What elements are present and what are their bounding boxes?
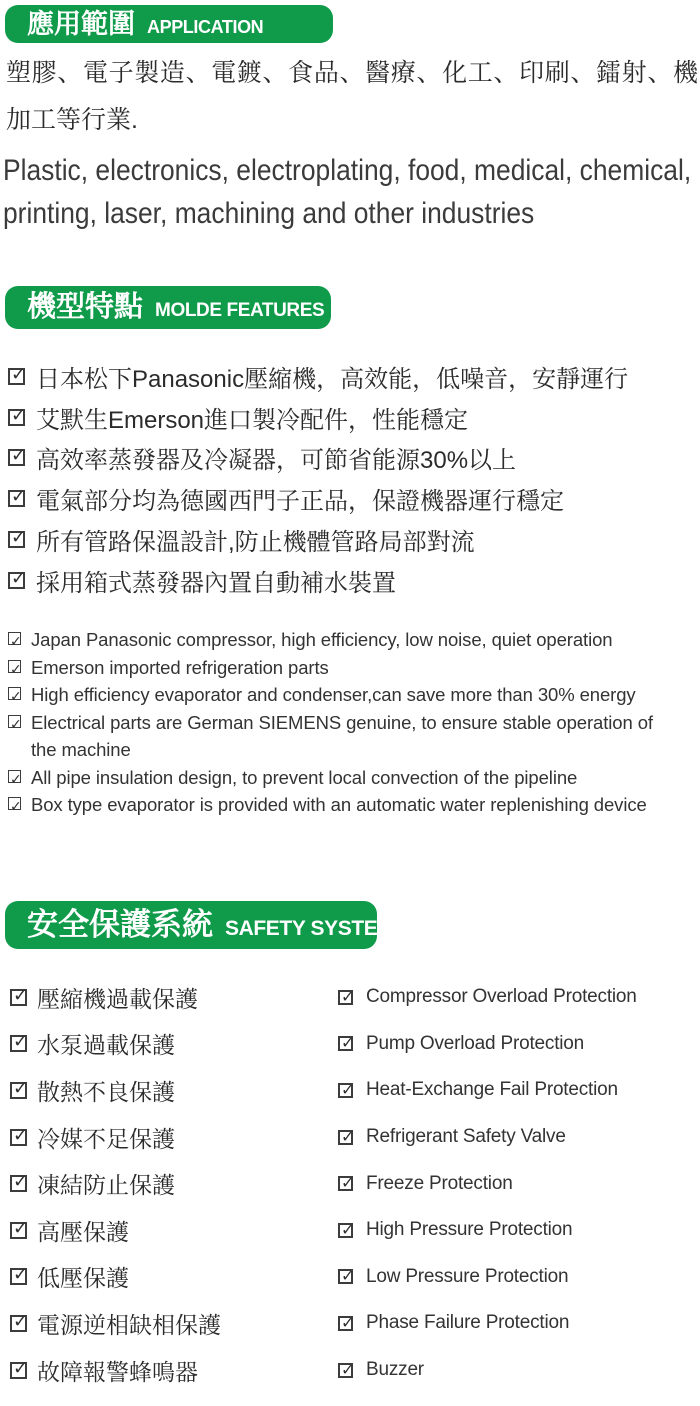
safety-label-zh: 故障報警蜂鳴器	[37, 1358, 198, 1385]
checkbox-checked-icon	[10, 1175, 27, 1192]
feature-label-en: Emerson imported refrigeration parts	[31, 656, 329, 678]
feature-label-zh: 採用箱式蒸發器內置自動補水裝置	[36, 569, 396, 597]
safety-label-zh: 冷媒不足保護	[37, 1125, 175, 1152]
safety-cell-en	[338, 1173, 698, 1195]
table-row	[10, 1347, 698, 1394]
safety-cell-en	[338, 986, 698, 1008]
table-row	[10, 1160, 698, 1207]
feature-label-zh: 電氣部分均為德國西門子正品，保證機器運行穩定	[36, 488, 564, 516]
checkbox-checked-icon	[8, 368, 25, 385]
safety-cell-zh	[10, 1307, 338, 1340]
safety-label-en: Low Pressure Protection	[366, 1265, 569, 1287]
list-item	[8, 519, 698, 560]
checkbox-checked-icon	[8, 715, 21, 728]
table-row	[10, 1207, 698, 1254]
list-item	[8, 560, 698, 601]
list-item	[8, 791, 698, 819]
checkbox-checked-icon	[10, 1035, 27, 1052]
safety-cell-en	[338, 1359, 698, 1381]
feature-label-en: All pipe insulation design, to prevent local convection of the pipeline	[31, 766, 578, 788]
section-header-application	[5, 5, 333, 43]
safety-cell-en	[338, 1219, 698, 1241]
safety-label-en: Pump Overload Protection	[366, 1032, 585, 1054]
safety-label-zh: 水泵過載保護	[37, 1032, 175, 1059]
checkbox-checked-icon	[8, 490, 25, 507]
checkbox-checked-icon	[8, 797, 21, 810]
checkbox-checked-icon	[8, 632, 21, 645]
section-header-features	[5, 286, 331, 329]
safety-label-en: Heat-Exchange Fail Protection	[366, 1079, 618, 1101]
table-row	[10, 1254, 698, 1301]
safety-cell-en	[338, 1079, 698, 1101]
checkbox-checked-icon	[338, 1363, 353, 1378]
safety-label-zh: 散熱不良保護	[37, 1078, 175, 1105]
application-text-zh: 塑膠、電子製造、電鍍、食品、醫療、化工、印刷、鐳射、機加工等行業.	[6, 59, 698, 134]
feature-label-zh: 艾默生Emerson進口製冷配件，性能穩定	[36, 406, 469, 434]
safety-cell-zh	[10, 1354, 338, 1387]
feature-label-zh: 高效率蒸發器及冷凝器，可節省能源30%以上	[36, 447, 517, 475]
checkbox-checked-icon	[8, 687, 21, 700]
checkbox-checked-icon	[10, 1315, 27, 1332]
safety-cell-zh	[10, 1214, 338, 1247]
safety-label-en: High Pressure Protection	[366, 1219, 573, 1241]
checkbox-checked-icon	[10, 1222, 27, 1239]
feature-label-en: Japan Panasonic compressor, high efficiency, low noise, quiet operation	[31, 629, 613, 650]
table-row	[10, 1114, 698, 1161]
feature-label-en: Electrical parts are German SIEMENS genuine, to ensure stable operation of the machine	[31, 711, 653, 760]
list-item	[8, 709, 698, 764]
safety-label-en: Phase Failure Protection	[366, 1312, 570, 1334]
table-row	[10, 1067, 698, 1114]
section-title-en: MOLDE FEATURES	[155, 300, 325, 321]
checkbox-checked-icon	[10, 1268, 27, 1285]
safety-label-zh: 高壓保護	[37, 1218, 129, 1245]
checkbox-checked-icon	[10, 1362, 27, 1379]
safety-label-zh: 電源逆相缺相保護	[37, 1311, 221, 1338]
safety-label-en: Refrigerant Safety Valve	[366, 1126, 566, 1148]
safety-label-zh: 壓縮機過載保護	[37, 985, 198, 1012]
safety-cell-en	[338, 1033, 698, 1055]
list-item	[8, 397, 698, 438]
section-header-safety	[5, 901, 395, 949]
list-item	[8, 626, 698, 654]
checkbox-checked-icon	[338, 1176, 353, 1191]
section-title-zh: 機型特點	[27, 291, 144, 323]
safety-cell-en	[338, 1126, 698, 1148]
list-item	[8, 681, 698, 709]
list-item	[8, 654, 698, 682]
feature-label-en: High efficiency evaporator and condenser,can save more than 30% energy	[31, 684, 636, 705]
section-title-zh: 安全保護系統	[27, 907, 213, 942]
table-row	[10, 1021, 698, 1068]
checkbox-checked-icon	[338, 1130, 353, 1145]
checkbox-checked-icon	[10, 1082, 27, 1099]
safety-cell-zh	[10, 1074, 338, 1107]
feature-label-zh: 日本松下Panasonic壓縮機，高效能，低噪音，安靜運行	[36, 365, 629, 393]
checkbox-checked-icon	[338, 1223, 353, 1238]
table-row	[10, 974, 698, 1021]
application-text-en: Plastic, electronics, electroplating, food, medical, chemical, printing, laser, machining and other industries	[3, 154, 692, 230]
checkbox-checked-icon	[338, 1036, 353, 1051]
features-list-zh	[8, 356, 698, 601]
safety-cell-zh	[10, 1121, 338, 1154]
list-item	[8, 764, 698, 792]
checkbox-checked-icon	[338, 1083, 353, 1098]
section-title-zh: 應用範圍	[27, 9, 135, 39]
feature-label-zh: 所有管路保溫設計,防止機體管路局部對流	[36, 529, 475, 557]
safety-label-zh: 低壓保護	[37, 1265, 129, 1292]
safety-cell-zh	[10, 1167, 338, 1200]
safety-cell-zh	[10, 981, 338, 1014]
list-item	[8, 356, 698, 397]
safety-cell-zh	[10, 1260, 338, 1293]
safety-cell-en	[338, 1312, 698, 1334]
safety-label-en: Freeze Protection	[366, 1172, 513, 1194]
section-title-en: SAFETY SYSTEM	[225, 917, 395, 940]
checkbox-checked-icon	[8, 449, 25, 466]
checkbox-checked-icon	[338, 990, 353, 1005]
checkbox-checked-icon	[10, 989, 27, 1006]
safety-cell-en	[338, 1266, 698, 1288]
section-title-en: APPLICATION	[147, 17, 264, 37]
feature-label-en: Box type evaporator is provided with an automatic water replenishing device	[31, 794, 647, 815]
list-item	[8, 438, 698, 479]
checkbox-checked-icon	[8, 409, 25, 426]
list-item	[8, 478, 698, 519]
safety-label-zh: 凍結防止保護	[37, 1172, 175, 1199]
checkbox-checked-icon	[10, 1129, 27, 1146]
safety-label-en: Compressor Overload Protection	[366, 986, 637, 1008]
checkbox-checked-icon	[338, 1269, 353, 1284]
safety-label-en: Buzzer	[366, 1359, 424, 1381]
features-list-en	[8, 626, 698, 819]
checkbox-checked-icon	[8, 770, 21, 783]
safety-table	[10, 974, 698, 1393]
checkbox-checked-icon	[8, 572, 25, 589]
table-row	[10, 1300, 698, 1347]
checkbox-checked-icon	[8, 660, 21, 673]
checkbox-checked-icon	[338, 1316, 353, 1331]
safety-cell-zh	[10, 1027, 338, 1060]
checkbox-checked-icon	[8, 531, 25, 548]
